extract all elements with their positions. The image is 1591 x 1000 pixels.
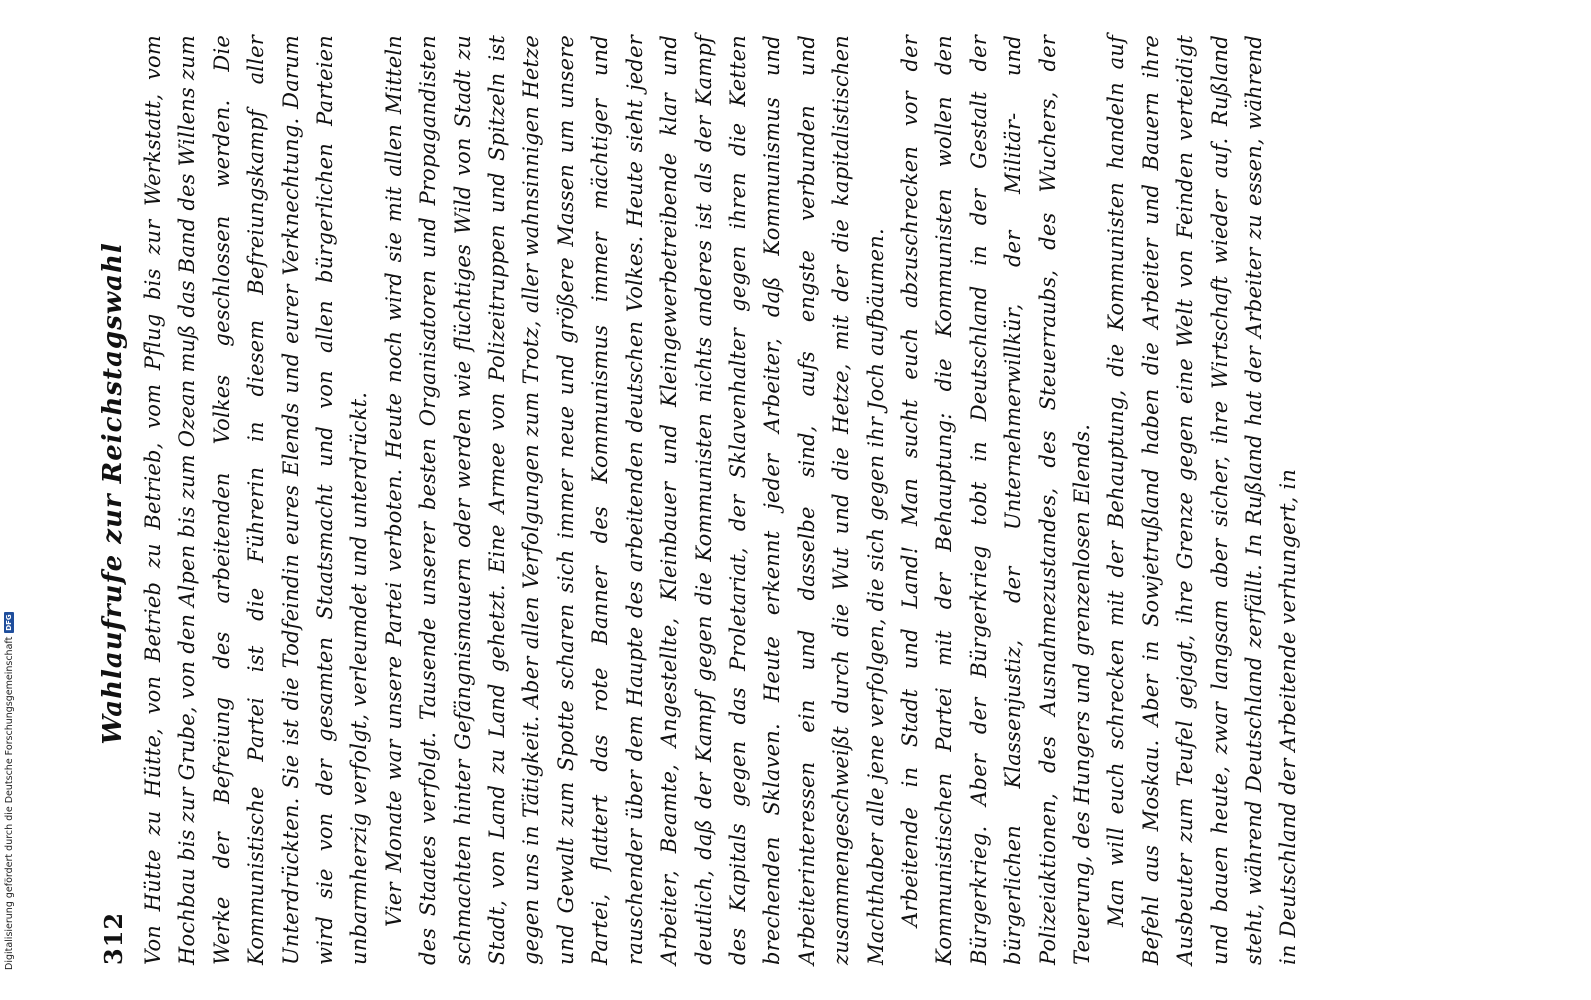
page-number: 312: [98, 911, 128, 965]
dfg-logo: DFG: [5, 614, 13, 631]
page-header: [90, 35, 136, 965]
page-content: [90, 35, 1460, 965]
credit-text: Digitalisierung gefördert durch die Deutsche Forschungsgemeinschaft: [3, 636, 15, 970]
paragraph: Vier Monate war unsere Partei verboten. Heute noch wird sie mit allen Mitteln des Staates verfolgt. Tausende unserer besten Organisatoren und Propagandisten schmachten hinter Gefängnismauern oder werden wie flüchtiges Wild von Stadt zu Stadt, von Land zu Land gehetzt. Eine Armee von Polizeitruppen und Spitzeln ist gegen uns in Tätigkeit. Aber allen Verfolgungen zum Trotz, aller wahnsinnigen Hetze und Gewalt zum Spotte scharen sich immer neue und größere Massen um unsere Partei, flattert das rote Banner des Kommunismus immer mächtiger und rauschender über dem Haupte des arbeitenden deutschen Volkes. Heute sieht jeder Arbeiter, Beamte, Angestellte, Kleinbauer und Kleingewerbetreibende klar und deutlich, daß der Kampf gegen die Kommunisten nichts anderes ist als der Kampf des Kapitals gegen das Proletariat, der Sklavenhalter gegen ihren die Ketten brechenden Sklaven. Heute erkennt jeder Arbeiter, daß Kommunismus und Arbeiterinteressen ein und dasselbe sind, aufs engste verbunden und zusammengeschweißt durch die Wut und die Hetze, mit der die kapitalistischen Machthaber alle jene verfolgen, die sich gegen ihr Joch aufbäumen.: [381, 35, 888, 965]
paragraph: Arbeitende in Stadt und Land! Man sucht euch abzuschrecken vor der Kommunistischen Partei mit der Behauptung: die Kommunisten wollen den Bürgerkrieg. Aber der Bürgerkrieg tobt in Deutschland in der Gestalt der bürgerlichen Klassenjustiz, der Unternehmerwillkür, der Militär- und Polizeiaktionen, des Ausnahmezustandes, des Steuerraubs, des Wuchers, der Teuerung, des Hungers und grenzenlosen Elends.: [897, 35, 1094, 965]
paragraph: Man will euch schrecken mit der Behauptung, die Kommunisten handeln auf Befehl aus Moskau. Aber in Sowjetrußland haben die Arbeiter und Bauern ihre Ausbeuter zum Teufel gejagt, ihre Grenze gegen eine Welt von Feinden verteidigt und bauen heute, zwar langsam aber sicher, ihre Wirtschaft wieder auf. Rußland steht, während Deutschland zerfällt. In Rußland hat der Arbeiter zu essen, während in Deutschland der Arbeitende verhungert, in: [1104, 35, 1301, 965]
digitization-credit: [2, 550, 16, 970]
paragraph: Von Hütte zu Hütte, von Betrieb zu Betrieb, vom Pflug bis zur Werkstatt, vom Hochbau bis zur Grube, von den Alpen bis zum Ozean muß das Band des Willens zum Werke der Befreiung des arbeitenden Volkes geschlossen werden. Die Kommunistische Partei ist die Führerin in diesem Befreiungskampf aller Unterdrückten. Sie ist die Todfeindin eures Elends und eurer Verknechtung. Darum wird sie von der gesamten Staatsmacht und von allen bürgerlichen Parteien unbarmherzig verfolgt, verleumdet und unterdrückt.: [141, 35, 372, 965]
running-title: Wahlaufrufe zur Reichstagswahl: [98, 242, 128, 745]
